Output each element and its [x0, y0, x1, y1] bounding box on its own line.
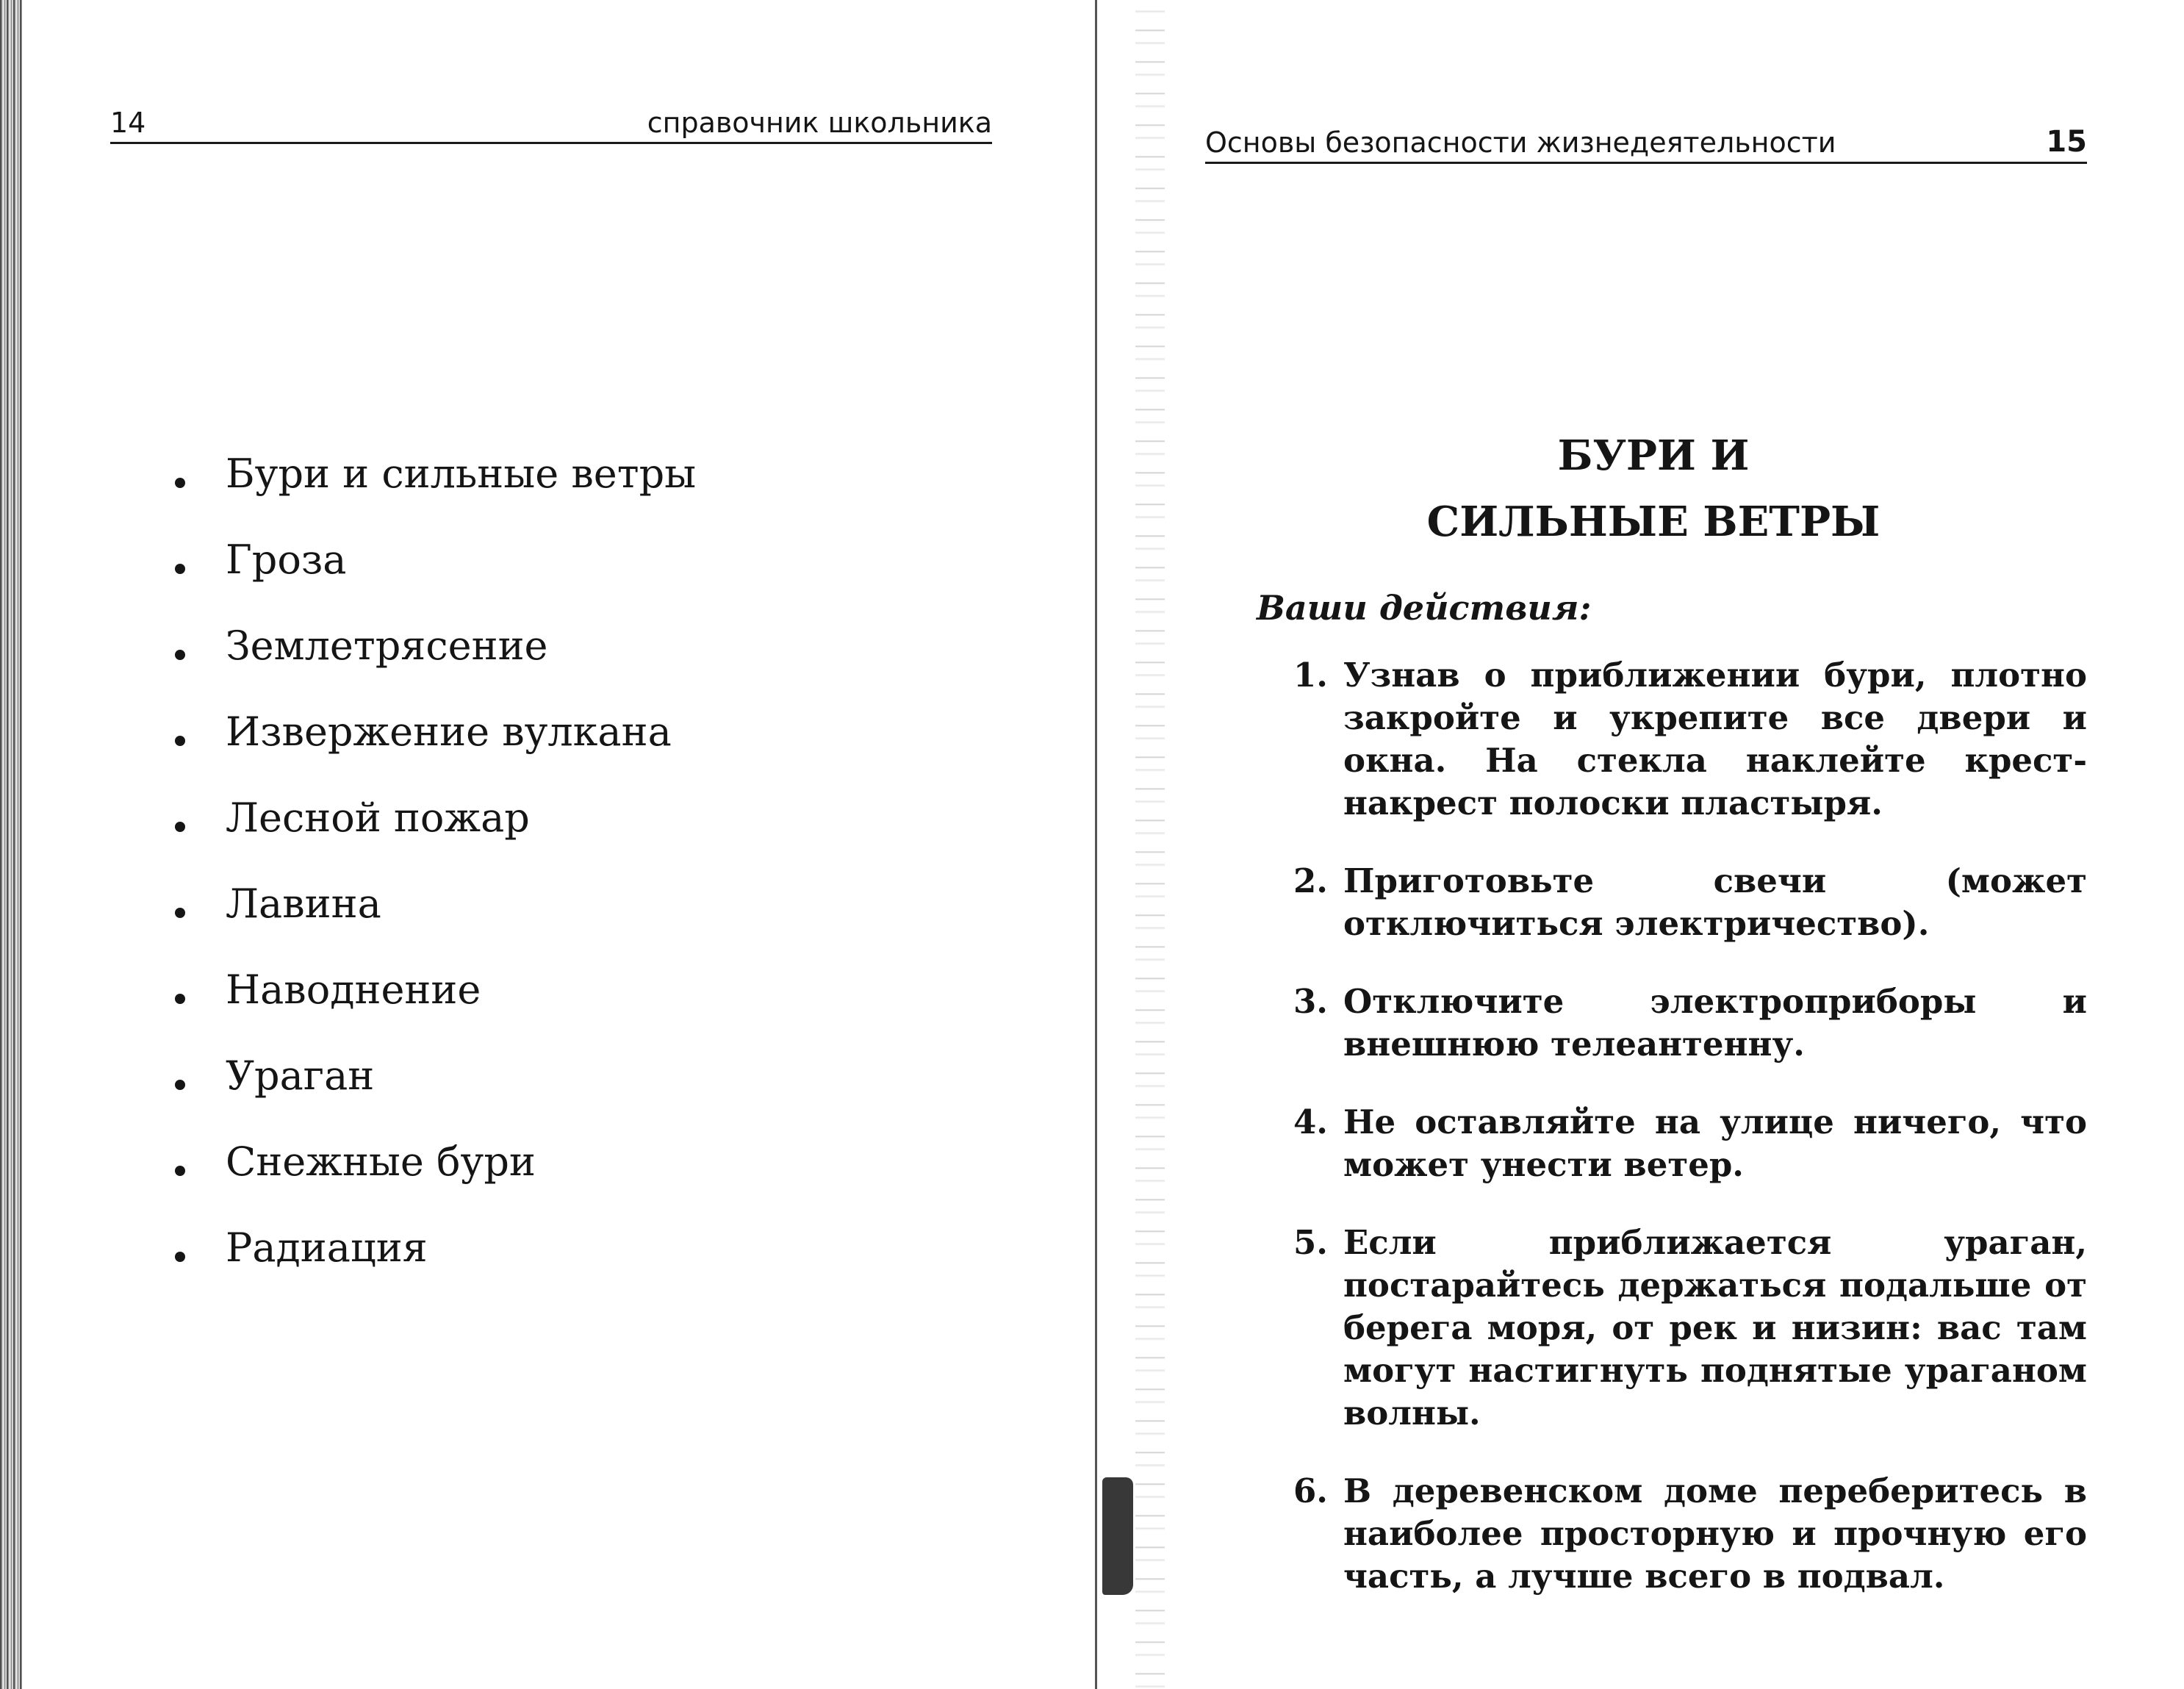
step-text: Не оставляйте на улице ничего, что может унести ветер. [1343, 1102, 2087, 1184]
topic-list [165, 441, 696, 1301]
step-item [1293, 1101, 2087, 1186]
topic-item: Радиация [165, 1215, 696, 1301]
right-running-title: Основы безопасности жизнедеятельности [1205, 126, 1836, 159]
topic-item: Бури и сильные ветры [165, 441, 696, 527]
step-number: 2. [1293, 861, 1328, 900]
step-number: 3. [1293, 982, 1328, 1021]
step-text: В деревенском доме переберитесь в наиболее просторную и прочную его часть, а лучше всего в подвал. [1343, 1471, 2087, 1596]
gutter-scan-noise [1135, 0, 1165, 1689]
gutter-line [1095, 0, 1097, 1689]
step-number: 6. [1293, 1471, 1328, 1510]
chapter-title-line-1: БУРИ И [1557, 431, 1750, 480]
topic-item: Снежные бури [165, 1129, 696, 1215]
step-item [1293, 1222, 2087, 1435]
step-text: Если приближается ураган, постарайтесь держаться подальше от берега моря, от рек и низин: вас там могут настигнуть поднятые ураганом волны. [1343, 1223, 2087, 1432]
topic-item: Ураган [165, 1043, 696, 1129]
step-item [1293, 980, 2087, 1066]
step-item [1293, 1470, 2087, 1598]
step-number: 1. [1293, 656, 1328, 695]
gutter-ink-blot [1102, 1477, 1133, 1595]
right-page-number: 15 [2046, 125, 2087, 159]
left-page-number: 14 [110, 107, 146, 139]
step-number: 5. [1293, 1223, 1328, 1262]
step-item [1293, 654, 2087, 825]
topic-item: Землетрясение [165, 613, 696, 699]
step-text: Приготовьте свечи (может отключиться электричество). [1343, 861, 2087, 943]
step-number: 4. [1293, 1102, 1328, 1141]
chapter-title-line-2: СИЛЬНЫЕ ВЕТРЫ [1426, 498, 1881, 546]
step-item [1293, 860, 2087, 945]
steps-list [1293, 654, 2087, 1633]
topic-item: Наводнение [165, 957, 696, 1043]
scan-edge-artifact [0, 0, 22, 1689]
topic-item: Извержение вулкана [165, 699, 696, 785]
topic-item: Лесной пожар [165, 785, 696, 871]
topic-item: Гроза [165, 527, 696, 613]
left-running-head [110, 107, 992, 144]
right-running-head [1205, 125, 2087, 164]
step-text: Отключите электроприборы и внешнюю телеантенну. [1343, 982, 2087, 1064]
left-running-title: справочник школьника [647, 107, 992, 139]
actions-heading: Ваши действия: [1257, 588, 1592, 628]
chapter-title [1205, 423, 2102, 555]
topic-item: Лавина [165, 871, 696, 957]
step-text: Узнав о приближении бури, плотно закройте и укрепите все двери и окна. На стекла наклейте крест-накрест полоски пластыря. [1343, 656, 2087, 822]
